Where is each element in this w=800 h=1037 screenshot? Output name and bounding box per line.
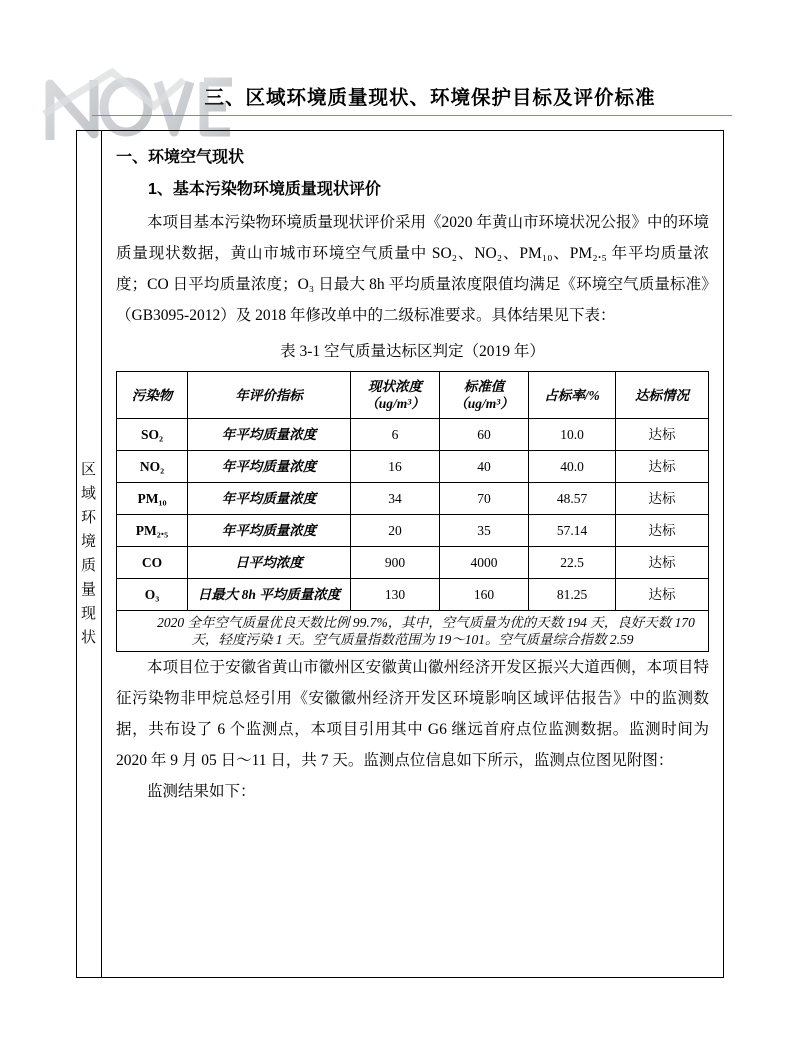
cell-standard: 60 <box>440 419 529 451</box>
col-rate: 占标率/% <box>529 372 616 419</box>
col-current: 现状浓度 （ug/m³） <box>351 372 440 419</box>
table-row <box>117 451 709 483</box>
table-note: 2020 全年空气质量优良天数比例 99.7%，其中，空气质量为优的天数 194 天，良好天数 170 天，轻度污染 1 天。空气质量指数范围为 19～101。空气质量综合指数 2.59 <box>117 611 709 652</box>
col-standard: 标准值 （ug/m³） <box>440 372 529 419</box>
cell-standard: 40 <box>440 451 529 483</box>
cell-rate: 10.0 <box>529 419 616 451</box>
cell-current: 34 <box>351 483 440 515</box>
cell-current: 130 <box>351 579 440 611</box>
cell-metric: 年平均质量浓度 <box>188 515 351 547</box>
paragraph-1: 本项目基本污染物环境质量现状评价采用《2020 年黄山市环境状况公报》中的环境质量现状数据，黄山市城市环境空气质量中 SO₂、NO₂、PM₁₀、PM₂.₅ 年平均质量浓度；CO 日平均质量浓度；O₃ 日最大 8h 平均质量浓度限值均满足《环境空气质量标准》（GB3095-2012）及 2018 年修改单中的二级标准要求。具体结果见下表： <box>116 214 709 324</box>
cell-standard: 35 <box>440 515 529 547</box>
cell-pollutant: PM₁₀ <box>117 483 188 515</box>
cell-current: 20 <box>351 515 440 547</box>
cell-status: 达标 <box>616 579 709 611</box>
table-row <box>117 419 709 451</box>
table-caption: 表 3-1 空气质量达标区判定（2019 年） <box>280 343 545 360</box>
cell-metric: 年平均质量浓度 <box>188 451 351 483</box>
cell-pollutant: CO <box>117 547 188 579</box>
cell-rate: 57.14 <box>529 515 616 547</box>
table-row <box>117 547 709 579</box>
side-label-char: 域 <box>80 486 97 502</box>
cell-metric: 日平均浓度 <box>188 547 351 579</box>
cell-status: 达标 <box>616 419 709 451</box>
cell-metric: 日最大 8h 平均质量浓度 <box>188 579 351 611</box>
cell-status: 达标 <box>616 483 709 515</box>
cell-rate: 40.0 <box>529 451 616 483</box>
section-heading-1: 一、环境空气现状 <box>116 149 245 166</box>
paragraph-2: 本项目位于安徽省黄山市徽州区安徽黄山徽州经济开发区振兴大道西侧，本项目特征污染物非甲烷总烃引用《安徽徽州经济开发区环境影响区域评估报告》中的监测数据，共布设了 6 个监测点，本项目引用其中 G6 继远首府点位监测数据。监测时间为 2020 年 9 月 05 日～11 日，共 7 天。监测点位信息如下所示，监测点位图见附图： <box>116 659 709 769</box>
cell-standard: 4000 <box>440 547 529 579</box>
paragraph-3: 监测结果如下： <box>147 783 256 800</box>
side-label-char: 现 <box>80 606 97 622</box>
table-header-row <box>117 372 709 419</box>
air-quality-table <box>116 371 709 652</box>
side-label-char: 状 <box>80 630 97 646</box>
cell-current: 16 <box>351 451 440 483</box>
side-label-text <box>81 458 97 650</box>
cell-pollutant: NO₂ <box>117 451 188 483</box>
side-label-char: 质 <box>80 558 97 574</box>
side-label-cell <box>77 131 102 977</box>
document-content <box>102 131 723 977</box>
document-frame <box>76 130 724 978</box>
table-row <box>117 579 709 611</box>
cell-standard: 160 <box>440 579 529 611</box>
cell-rate: 48.57 <box>529 483 616 515</box>
cell-status: 达标 <box>616 451 709 483</box>
col-metric: 年评价指标 <box>188 372 351 419</box>
cell-pollutant: SO₂ <box>117 419 188 451</box>
table-body <box>117 419 709 652</box>
cell-current: 6 <box>351 419 440 451</box>
cell-status: 达标 <box>616 515 709 547</box>
table-row <box>117 515 709 547</box>
cell-status: 达标 <box>616 547 709 579</box>
col-pollutant: 污染物 <box>117 372 188 419</box>
cell-pollutant: PM₂.₅ <box>117 515 188 547</box>
cell-current: 900 <box>351 547 440 579</box>
table-row <box>117 483 709 515</box>
title-divider <box>92 115 732 116</box>
cell-metric: 年平均质量浓度 <box>188 483 351 515</box>
cell-metric: 年平均质量浓度 <box>188 419 351 451</box>
side-label-char: 境 <box>80 534 97 550</box>
cell-pollutant: O₃ <box>117 579 188 611</box>
section-heading-2: 1、基本污染物环境质量现状评价 <box>148 181 381 198</box>
side-label-char: 环 <box>80 510 97 526</box>
cell-rate: 22.5 <box>529 547 616 579</box>
page-title: 三、区域环境质量现状、环境保护目标及评价标准 <box>204 87 656 109</box>
cell-rate: 81.25 <box>529 579 616 611</box>
col-status: 达标情况 <box>616 372 709 419</box>
table-note-row <box>117 611 709 652</box>
side-label-char: 区 <box>80 462 97 478</box>
side-label-char: 量 <box>80 582 97 598</box>
cell-standard: 70 <box>440 483 529 515</box>
